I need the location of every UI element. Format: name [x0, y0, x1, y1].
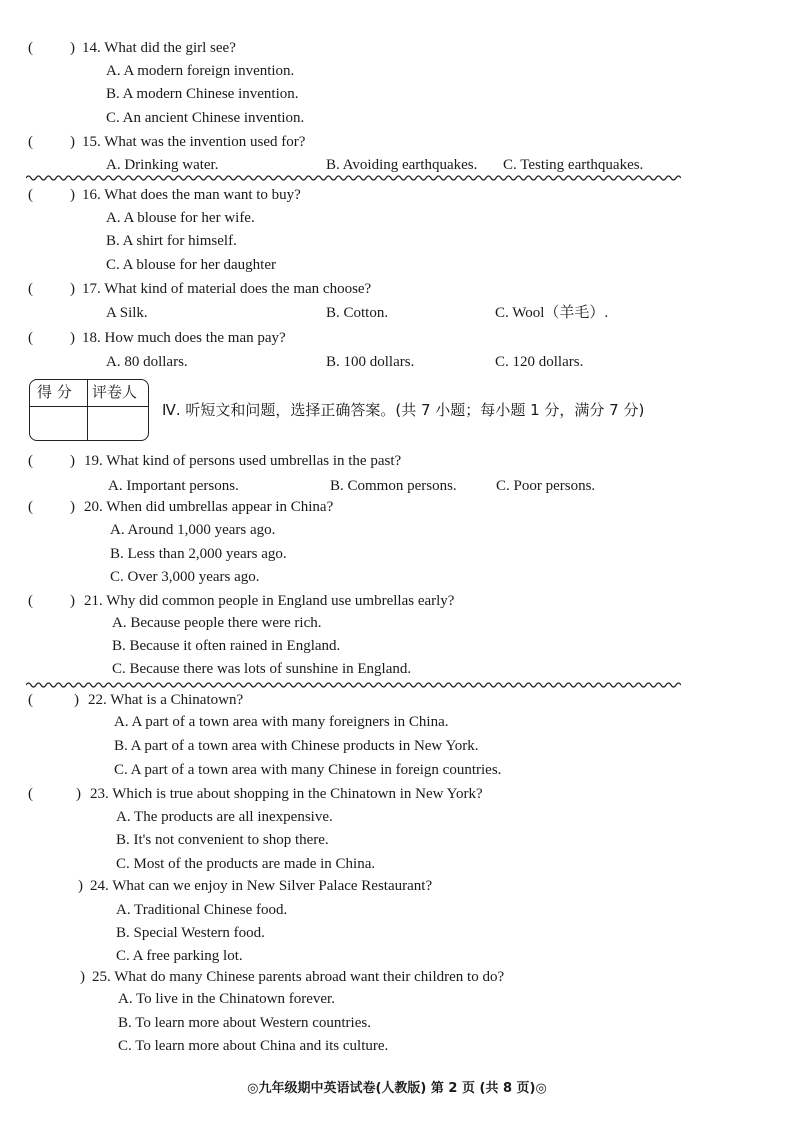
option: C. Over 3,000 years ago. [110, 569, 260, 585]
question-stem: 17. What kind of material does the man choose? [82, 281, 372, 297]
answer-paren-close: ) [70, 40, 75, 56]
answer-paren-open: ( [28, 134, 33, 150]
question-stem: 21. Why did common people in England use umbrellas early? [84, 593, 455, 609]
grader-label: 评卷人 [92, 383, 138, 401]
option: C. An ancient Chinese invention. [106, 110, 305, 126]
option: C. To learn more about China and its culture. [118, 1038, 389, 1054]
question-stem: 14. What did the girl see? [82, 40, 236, 56]
answer-paren-open: ( [28, 330, 33, 346]
page-footer: ◎九年级期中英语试卷(人教版) 第 2 页 (共 8 页)◎ [247, 1081, 547, 1096]
answer-paren-open: ( [28, 281, 33, 297]
answer-paren-close: ) [70, 187, 75, 203]
option: A. The products are all inexpensive. [116, 809, 333, 825]
answer-paren-open: ( [28, 786, 33, 802]
option: B. A part of a town area with Chinese products in New York. [114, 738, 479, 754]
answer-paren-close: ) [70, 330, 75, 346]
answer-paren-open: ( [28, 453, 33, 469]
option: A. Drinking water. [106, 157, 219, 173]
answer-paren-close: ) [70, 134, 75, 150]
question-stem: 20. When did umbrellas appear in China? [84, 499, 334, 515]
question-stem: 19. What kind of persons used umbrellas in the past? [84, 453, 402, 469]
option: A. A modern foreign invention. [106, 63, 295, 79]
option: B. Less than 2,000 years ago. [110, 546, 287, 562]
question-stem: 16. What does the man want to buy? [82, 187, 301, 203]
answer-paren-open: ( [28, 593, 33, 609]
score-box-divider [30, 406, 148, 407]
option: B. A shirt for himself. [106, 233, 237, 249]
option: B. Avoiding earthquakes. [326, 157, 478, 173]
answer-paren-open: ( [28, 40, 33, 56]
option: C. A blouse for her daughter [106, 257, 276, 273]
option: C. Wool（羊毛）. [495, 305, 609, 321]
question-stem: 25. What do many Chinese parents abroad want their children to do? [92, 969, 505, 985]
question-stem: 23. Which is true about shopping in the Chinatown in New York? [90, 786, 483, 802]
question-stem: 24. What can we enjoy in New Silver Palace Restaurant? [90, 878, 433, 894]
option: B. Because it often rained in England. [112, 638, 341, 654]
question-stem: 22. What is a Chinatown? [88, 692, 244, 708]
answer-paren-close: ) [70, 281, 75, 297]
score-box [29, 379, 149, 441]
answer-paren-close: ) [70, 593, 75, 609]
option: C. Because there was lots of sunshine in England. [112, 661, 412, 677]
answer-paren-close: ) [74, 692, 79, 708]
cut-line-wavy [26, 681, 681, 689]
option: A. A blouse for her wife. [106, 210, 255, 226]
option: A. Important persons. [108, 478, 239, 494]
option: C. Poor persons. [496, 478, 596, 494]
answer-paren-open: ( [28, 499, 33, 515]
answer-paren-open: ( [28, 692, 33, 708]
option: C. A part of a town area with many Chinese in foreign countries. [114, 762, 502, 778]
option: C. Most of the products are made in China. [116, 856, 376, 872]
option: B. To learn more about Western countries. [118, 1015, 371, 1031]
option: A. Traditional Chinese food. [116, 902, 288, 918]
option: A. To live in the Chinatown forever. [118, 991, 335, 1007]
option: B. Cotton. [326, 305, 389, 321]
option: A Silk. [106, 305, 148, 321]
option: A. Around 1,000 years ago. [110, 522, 276, 538]
score-label: 得 分 [37, 383, 72, 401]
option: B. A modern Chinese invention. [106, 86, 299, 102]
option: B. Special Western food. [116, 925, 265, 941]
answer-paren-open: ( [28, 187, 33, 203]
score-box-divider [87, 380, 88, 440]
answer-paren-close: ) [80, 969, 85, 985]
option: B. Common persons. [330, 478, 457, 494]
option: A. Because people there were rich. [112, 615, 322, 631]
answer-paren-close: ) [76, 786, 81, 802]
section-title: Ⅳ. 听短文和问题，选择正确答案。(共 7 小题；每小题 1 分，满分 7 分) [162, 401, 645, 419]
cut-line-wavy [26, 174, 681, 182]
answer-paren-close: ) [70, 499, 75, 515]
option: A. 80 dollars. [106, 354, 188, 370]
option: A. A part of a town area with many foreigners in China. [114, 714, 449, 730]
option: C. A free parking lot. [116, 948, 243, 964]
answer-paren-close: ) [78, 878, 83, 894]
option: C. Testing earthquakes. [503, 157, 644, 173]
answer-paren-close: ) [70, 453, 75, 469]
option: B. It's not convenient to shop there. [116, 832, 329, 848]
question-stem: 18. How much does the man pay? [82, 330, 286, 346]
question-stem: 15. What was the invention used for? [82, 134, 306, 150]
option: B. 100 dollars. [326, 354, 415, 370]
option: C. 120 dollars. [495, 354, 584, 370]
